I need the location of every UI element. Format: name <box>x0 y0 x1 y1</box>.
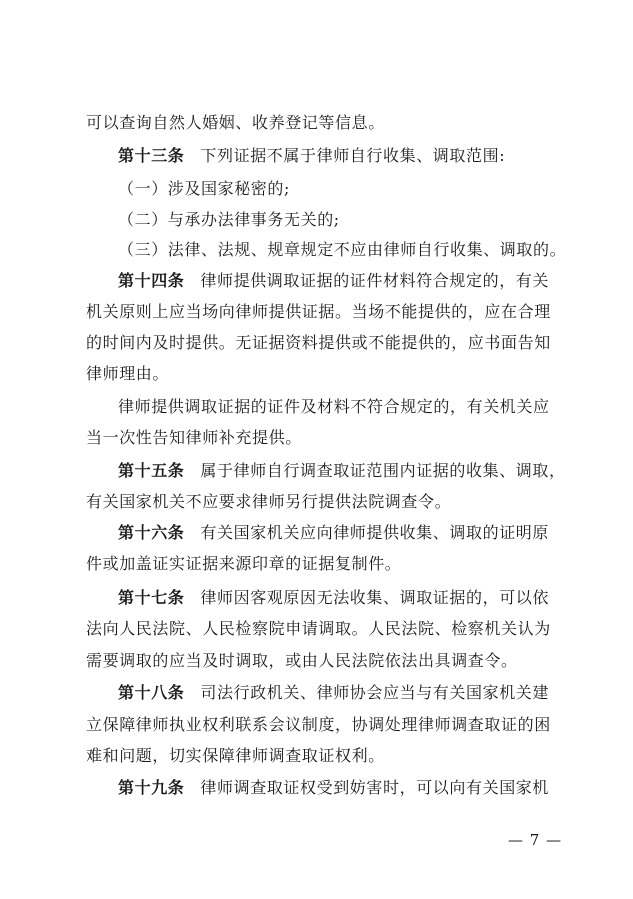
list-item: （二）与承办法律事务无关的; <box>118 210 340 229</box>
article-label: 第十五条 <box>118 461 185 480</box>
article-label: 第十九条 <box>118 778 185 797</box>
text-line: 律师理由。 <box>86 364 170 383</box>
article-text: 司法行政机关、律师协会应当与有关国家机关建 <box>200 683 550 702</box>
page-number: — 7 — <box>508 831 563 849</box>
text-line: 立保障律师执业权利联系会议制度，协调处理律师调查取证的困 <box>86 715 551 734</box>
article-label: 第十四条 <box>118 271 185 290</box>
article-text: 有关国家机关应向律师提供收集、调取的证明原 <box>200 523 550 542</box>
article-14 <box>118 270 566 292</box>
text-line: 法向人民法院、人民检察院申请调取。人民法院、检察机关认为 <box>86 619 551 638</box>
text-line: 的时间内及时提供。无证据资料提供或不能提供的，应书面告知 <box>86 333 551 352</box>
article-text: 律师提供调取证据的证件材料符合规定的，有关 <box>200 271 550 290</box>
list-item: （一）涉及国家秘密的; <box>118 179 290 198</box>
article-label: 第十八条 <box>118 683 185 702</box>
article-17 <box>118 587 566 609</box>
article-15 <box>118 460 566 482</box>
article-text: 下列证据不属于律师自行收集、调取范围: <box>200 146 506 165</box>
article-label: 第十六条 <box>118 523 185 542</box>
text-line: 有关国家机关不应要求律师另行提供法院调查令。 <box>86 492 452 511</box>
article-13 <box>118 145 566 167</box>
article-text: 律师调查取证权受到妨害时，可以向有关国家机 <box>200 778 550 797</box>
text-line: 件或加盖证实证据来源印章的证据复制件。 <box>86 554 402 573</box>
article-18 <box>118 682 566 704</box>
text-line: 机关原则上应当场向律师提供证据。当场不能提供的，应在合理 <box>86 302 551 321</box>
text-line: 律师提供调取证据的证件及材料不符合规定的，有关机关应 <box>118 397 550 416</box>
article-text: 律师因客观原因无法收集、调取证据的，可以依 <box>200 588 550 607</box>
article-label: 第十七条 <box>118 588 185 607</box>
article-19 <box>118 777 566 799</box>
article-label: 第十三条 <box>118 146 185 165</box>
list-item: （三）法律、法规、规章规定不应由律师自行收集、调取的。 <box>118 240 567 259</box>
text-line: 难和问题，切实保障律师调查取证权利。 <box>86 746 385 765</box>
text-line: 需要调取的应当及时调取，或由人民法院依法出具调查令。 <box>86 651 518 670</box>
text-line: 当一次性告知律师补充提供。 <box>86 428 302 447</box>
article-text: 属于律师自行调查取证范围内证据的收集、调取， <box>200 461 566 480</box>
text-line: 可以查询自然人婚姻、收养登记等信息。 <box>86 113 385 132</box>
article-16 <box>118 522 566 544</box>
